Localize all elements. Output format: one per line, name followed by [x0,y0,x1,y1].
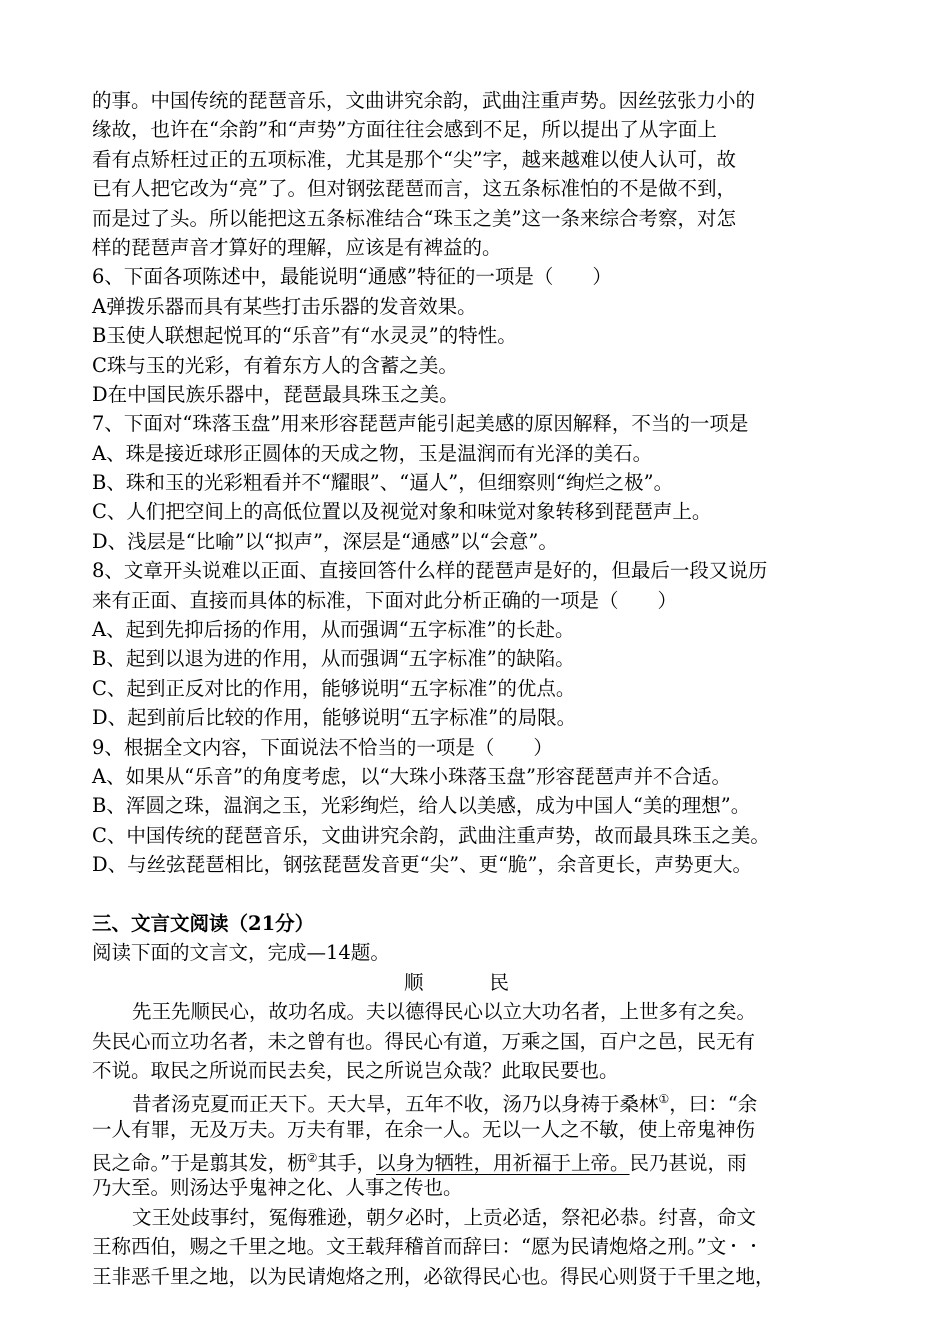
passage-line: 先王先顺民心，故功名成。夫以德得民心以立大功名者，上世多有之矣。 [132,1000,757,1024]
passage-text: 其手， [317,1151,377,1175]
passage-line [92,1144,872,1173]
emphasis-dots [728,1244,768,1252]
passage-line: 王非恶千里之地，以为民请炮烙之刑，必欲得民心也。得民心则贤于千里之地， [92,1264,775,1288]
passage-title-char-1: 顺 [404,970,424,994]
footnote-marker: ② [306,1151,318,1166]
text-line: 样的琵琶声音才算好的理解，应该是有裨益的。 [92,235,502,259]
passage-line [92,1085,872,1114]
passage-text: ，曰：“余 [669,1092,758,1116]
passage-line: 乃大至。则汤达乎鬼神之化、人事之传也。 [92,1176,463,1200]
section-heading: 三、文言文阅读（21分） [92,911,315,935]
passage-line: 王称西伯，赐之千里之地。文王载拜稽首而辞曰：“愿为民请炮烙之刑。”文 [92,1235,727,1259]
question-9-stem: 9、根据全文内容，下面说法不恰当的一项是（ ） [92,735,553,759]
section-instruction: 阅读下面的文言文，完成—14题。 [92,941,390,965]
text-line: 看有点矫枉过正的五项标准，尤其是那个“尖”字，越来越难以使人认可，故 [92,147,736,171]
question-6-option-b: B玉使人联想起悦耳的“乐音”有“水灵灵”的特性。 [92,324,517,348]
question-7-option-d: D、浅层是“比喻”以“拟声”，深层是“通感”以“会意”。 [92,529,558,553]
question-9-option-c: C、中国传统的琵琶音乐，文曲讲究余韵，武曲注重声势，故而最具珠玉之美。 [92,823,770,847]
passage-line: 失民心而立功名者，未之曾有也。得民心有道，万乘之国，百户之邑，民无有 [92,1029,756,1053]
document-page [92,86,872,1291]
emphasis-dot [752,1244,755,1247]
question-6-option-d: D在中国民族乐器中，琵琶最具珠玉之美。 [92,382,459,406]
question-6-option-c: C珠与玉的光彩，有着东方人的含蓄之美。 [92,353,458,377]
question-8-option-d: D、起到前后比较的作用，能够说明“五字标准”的局限。 [92,706,577,730]
passage-line: 一人有罪，无及万夫。万夫有罪，在余一人。无以一人之不敏，使上帝鬼神伤 [92,1117,756,1141]
passage-text: 民乃甚说，雨 [629,1151,747,1175]
question-7-option-c: C、人们把空间上的高低位置以及视觉对象和味觉对象转移到琵琶声上。 [92,500,712,524]
question-8-option-c: C、起到正反对比的作用，能够说明“五字标准”的优点。 [92,676,576,700]
passage-title [92,968,872,997]
question-7-option-b: B、珠和玉的光彩粗看并不“耀眼”、“逼人”，但细察则“绚烂之极”。 [92,471,674,495]
question-6-option-a: A弹拨乐器而具有某些打击乐器的发音效果。 [92,294,477,318]
passage-title-char-2: 民 [489,970,510,994]
question-8-stem: 来有正面、直接而具体的标准，下面对此分析正确的一项是（ ） [92,588,678,612]
text-line: 缘故，也许在“余韵”和“声势”方面往往会感到不足，所以提出了从字面上 [92,118,717,142]
question-9-option-a: A、如果从“乐音”的角度考虑，以“大珠小珠落玉盘”形容琵琶声并不合适。 [92,764,731,788]
text-line: 而是过了头。所以能把这五条标准结合“珠玉之美”这一条来综合考察，对怎 [92,206,736,230]
question-8-option-b: B、起到以退为进的作用，从而强调“五字标准”的缺陷。 [92,647,575,671]
question-9-option-b: B、浑圆之珠，温润之玉，光彩绚烂，给人以美感，成为中国人“美的理想”。 [92,794,751,818]
question-7-stem: 7、下面对“珠落玉盘”用来形容琵琶声能引起美感的原因解释，不当的一项是 [92,412,749,436]
passage-line: 不说。取民之所说而民去矣，民之所说岂众哉？此取民要也。 [92,1058,619,1082]
passage-text: 昔者汤克夏而正天下。天大旱，五年不收，汤乃以身祷于桑林 [132,1092,659,1116]
text-line: 的事。中国传统的琵琶音乐，文曲讲究余韵，武曲注重声势。因丝弦张力小的 [92,89,756,112]
passage-text: 民之命。”于是翦其发，枥 [92,1151,307,1175]
question-7-option-a: A、珠是接近球形正圆体的天成之物，玉是温润而有光泽的美石。 [92,441,653,465]
passage-line: 文王处歧事纣，冤侮雅逊，朝夕必时，上贡必适，祭祀必恭。纣喜，命文 [132,1205,757,1229]
question-8-option-a: A、起到先抑后扬的作用，从而强调“五字标准”的长赴。 [92,618,575,642]
emphasis-dot [732,1244,735,1247]
footnote-marker: ① [658,1092,670,1107]
question-6-stem: 6、下面各项陈述中，最能说明“通感”特征的一项是（ ） [92,265,612,289]
section-gap [92,880,872,909]
question-9-option-d: D、与丝弦琵琶相比，钢弦琵琶发音更“尖”、更“脆”，余音更长，声势更大。 [92,853,753,877]
question-8-stem: 8、文章开头说难以正面、直接回答什么样的琵琶声是好的，但最后一段又说历 [92,559,768,583]
text-line: 已有人把它改为“亮”了。但对钢弦琵琶而言，这五条标准怕的不是做不到， [92,177,736,201]
underlined-sentence: 以身为牺牲，用祈福于上帝。 [376,1151,630,1175]
